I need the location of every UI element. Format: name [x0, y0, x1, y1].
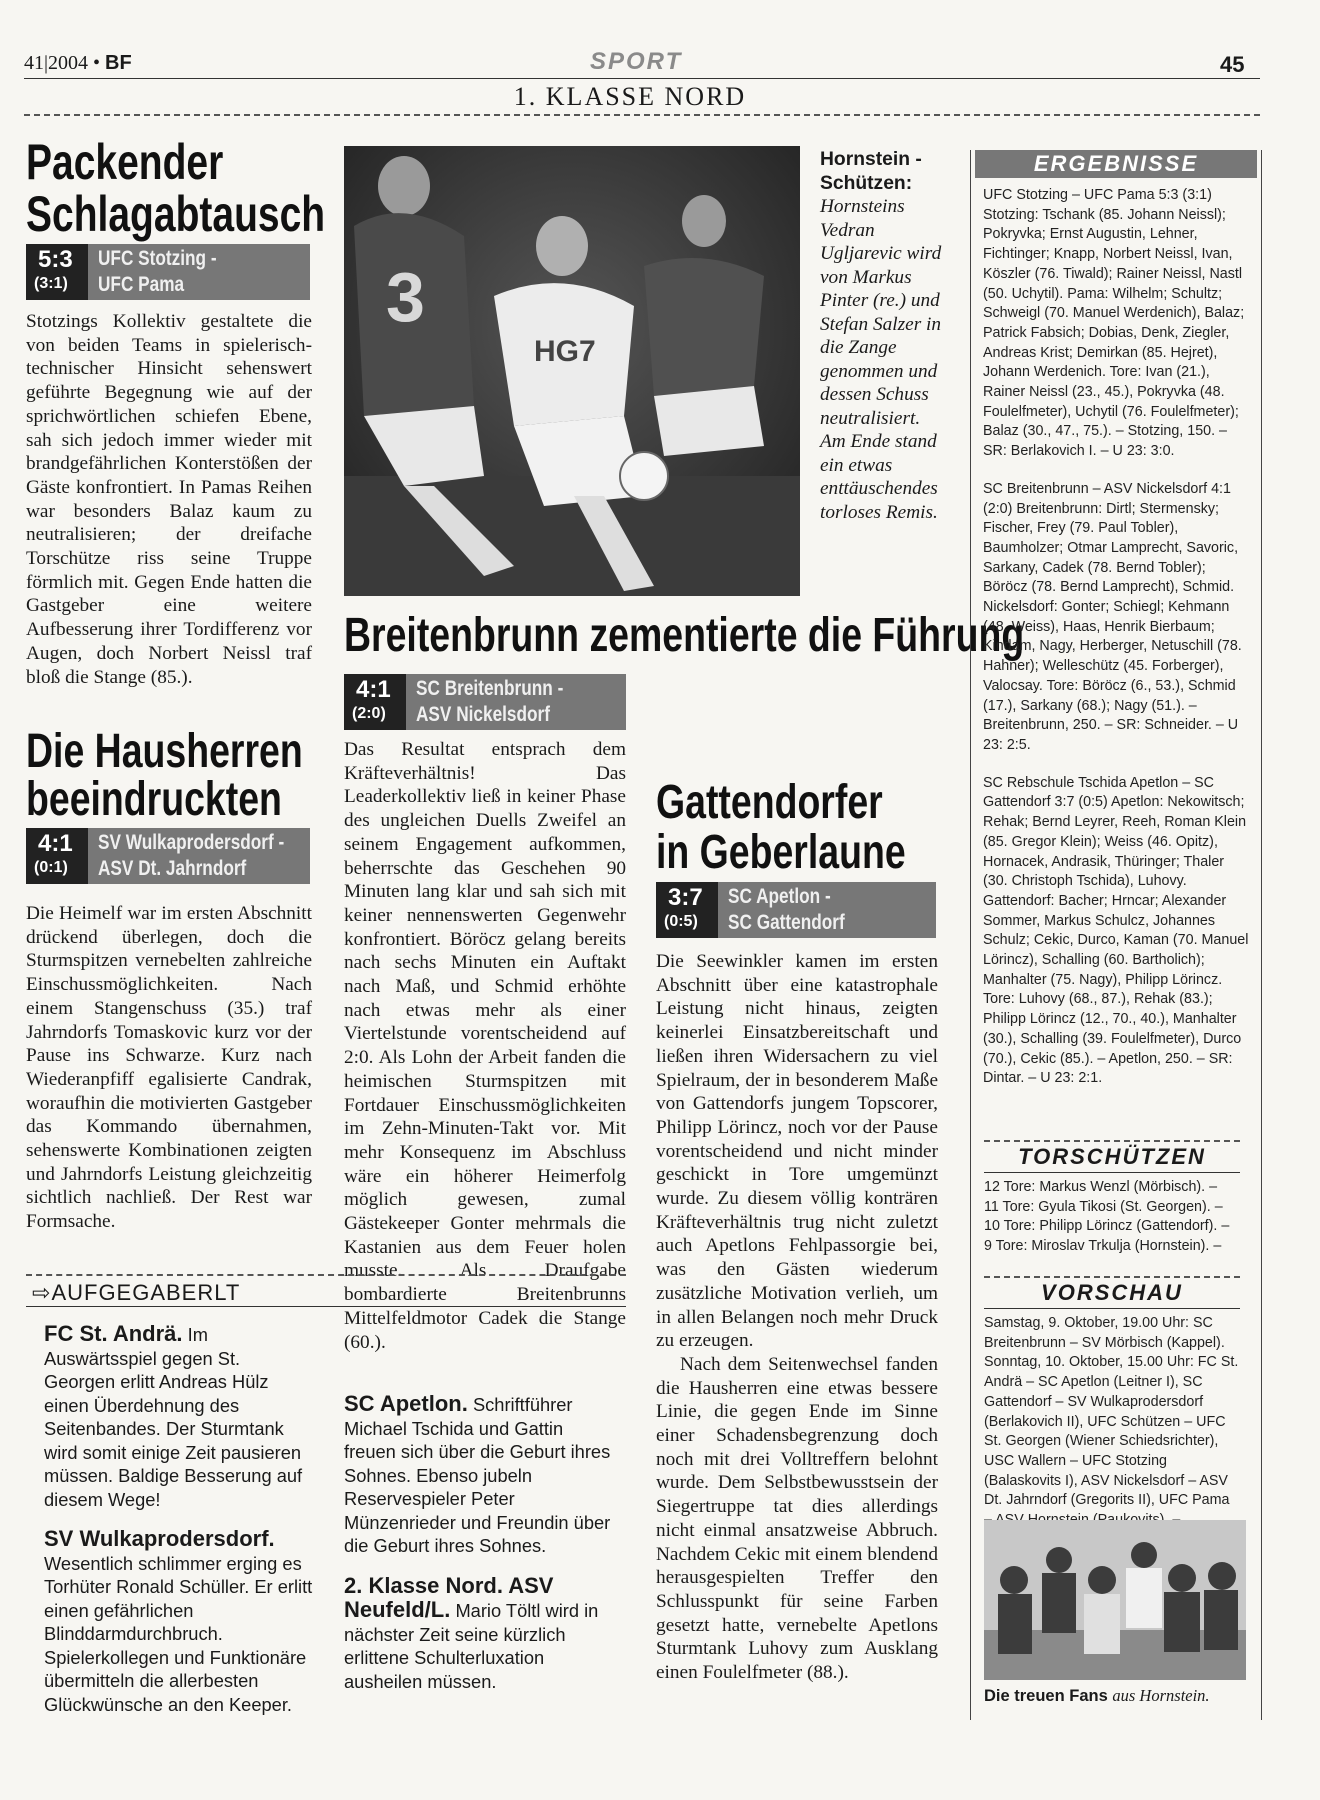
torschuetzen-title: TORSCHÜTZEN	[1018, 1144, 1206, 1169]
vorschau-rule	[984, 1308, 1240, 1309]
svg-text:HG7: HG7	[534, 335, 596, 368]
aufgegaberlt-col1: FC St. Andrä. Im Auswärtsspiel gegen St. Georgen erlitt Andreas Hülz einen Überdehnung des Seitenbandes. Der Sturmtank wird somit einige Zeit pausieren müssen. Baldige Besserung auf diesem Wege! SV Wulkaprodersdorf. Wesentlich schlimmer erging es Torhüter Ronald Schüller. Er erlitt einen gefährlichen Blinddarmdurchbruch. Spielerkollegen und Funktionäre übermitteln die allerbesten Glückwünsche an den Keeper.	[44, 1321, 313, 1715]
results-list	[971, 178, 1261, 1089]
fans-group-image	[984, 1520, 1246, 1680]
result-apetlon-gattendorf: SC Rebschule Tschida Apetlon – SC Gattendorf 3:7 (0:5) Apetlon: Nekowitsch; Rehak; Bernd Leyrer, Reeh, Roman Klein (85. Gregor Klein); Weiss (46. Opitz), Hornacek, Andrasik, Thüringer; Thaler (30. Christoph Tschida), Luhovy. Gattendorf: Bacher; Hrncar; Alexander Sommer, Markus Schulcz, Johannes Schulz; Cekic, Durco, Kaman (70. Manuel Lörincz), Schalling (60. Bartholich); Manhalter (75. Nagy), Philipp Lörincz. Tore: Luhovy (68., 87.), Rehak (83.); Philipp Lörincz (12., 70., 40.), Manhalter (30.), Schalling (39. Foulelfmeter), Durco (70.), Cekic (85.). – Apetlon, 250. – SR: Dintar. – U 23: 2:1.	[983, 774, 1249, 1087]
vorschau-title: VORSCHAU	[1041, 1280, 1183, 1305]
result-breitenbrunn-nickelsdorf: SC Breitenbrunn – ASV Nickelsdorf 4:1 (2:0) Breitenbrunn: Dirtl; Stermensky; Fischer, Frey (79. Paul Tobler), Baumholzer; Otmar Lamprecht, Savoric, Sarkany, Cadek (78. Bernd Tobler); Böröcz (78. Bernd Lamprecht), Schmid. Nickelsdorf: Gonter; Schiegl; Kehmann (48. Weiss), Haas, Henrik Bierbaum; Kindam, Nagy, Herberger, Netuschill (78. Hahner); Welleschütz (45. Forberger), Valocsay. Tore: Böröcz (6., 53.), Schmid (17.), Sarkany (68.); Nagy (51.). – Breitenbrunn, 250. – SR: Schneider. – U 23: 2:5.	[983, 480, 1242, 753]
aufgegaberlt-rule	[26, 1306, 626, 1307]
score-box-apetlon-gattendorf: 3:7 (0:5) SC Apetlon - SC Gattendorf	[656, 882, 936, 938]
section-title: SPORT	[590, 48, 683, 75]
svg-text:3: 3	[386, 258, 425, 336]
score-result: 4:1	[38, 830, 73, 857]
score-box-wulkaprodersdorf-jahrndorf: 4:1 (0:1) SV Wulkaprodersdorf - ASV Dt. Jahrndorf	[26, 828, 310, 884]
aufgegaberlt-title: ⇨AUFGEGABERLT	[32, 1280, 241, 1305]
headline-schlagabtausch: Packender Schlagabtausch	[26, 134, 326, 242]
ergebnisse-title: ERGEBNISSE	[975, 150, 1257, 178]
header-dashed-rule	[24, 114, 1260, 116]
arrow-icon: ⇨	[32, 1280, 52, 1305]
score-box-stotzing-pama: 5:3 (3:1) UFC Stotzing - UFC Pama	[26, 244, 310, 300]
page-number: 45	[1220, 52, 1245, 77]
score-half: (0:1)	[34, 859, 68, 876]
score-box-breitenbrunn-nickelsdorf: 4:1 (2:0) SC Breitenbrunn - ASV Nickelsdorf	[344, 674, 626, 730]
scorers-list: 12 Tore: Markus Wenzl (Mörbisch). – 11 Tore: Gyula Tikosi (St. Georgen). – 10 Tore: Philipp Lörincz (Gattendorf). – 9 Tore: Miroslav Trkulja (Hornstein). –	[984, 1179, 1230, 1255]
photo-caption	[820, 148, 950, 524]
torschuetzen-top-rule	[984, 1140, 1240, 1142]
score-half: (0:5)	[664, 913, 698, 930]
score-result: 5:3	[38, 246, 73, 273]
issue-number: 41|2004 •	[24, 52, 101, 74]
headline-breitenbrunn: Breitenbrunn zementierte die Führung	[344, 609, 1025, 662]
score-result: 4:1	[356, 676, 391, 703]
aufgegaberlt-top-rule	[26, 1274, 626, 1276]
article-apetlon-body: Die Seewinkler kamen im ersten Abschnitt über eine katastrophale Leistung nicht hinaus, zeigten keinerlei Einsatzbereitschaft und ließen ihren Widersachern zu viel Spielraum, der in besonderem Maße von Gattendorfs jungem Topscorer, Philipp Lörincz, noch vor der Pause vorentscheidend und nicht minder geschickt in Tore umgemünzt wurde. Zu diesem völlig konträren Kräfteverhältnis trug nicht zuletzt auch Apetlons Fehlpassorgie bei, was den Gästen wiederum zusätzliche Motivation verlieh, um in allen Belangen noch mehr Druck zu erzeugen. Nach dem Seitenwechsel fanden die Hausherren eine etwas bessere Linie, die gegen Ende im Sinne einer Schadensbegrenzung doch noch mit drei Volltreffern belohnt wurde. Dem Selbstbewusstsein der Siegertruppe tat dies allerdings nicht einmal ansatzweise Abbruch. Nachdem Cekic mit einem blendend herausgespielten Treffer den Schlusspunkt für seine Farben gesetzt hatte, vernebelte Apetlons Sturmtank Luhovy zum Ausklang einen Foulelfmeter (88.).	[656, 951, 938, 1684]
caption-title: Hornstein - Schützen:	[820, 149, 922, 194]
fans-photo	[984, 1520, 1246, 1680]
paper-name: BF	[105, 52, 132, 74]
match-photo	[344, 146, 800, 596]
issue-line	[24, 52, 132, 75]
vorschau-top-rule	[984, 1276, 1240, 1278]
caption-text: Hornsteins Vedran Ugljarevic wird von Markus Pinter (re.) und Stefan Salzer in die Zange genommen und dessen Schuss neutralisiert. Am Ende stand ein etwas enttäuschendes torloses Remis.	[820, 196, 942, 523]
result-stotzing-pama: UFC Stotzing – UFC Pama 5:3 (3:1) Stotzing: Tschank (85. Johann Neissl); Pokryvka; Ernst Augustin, Lehner, Fichtinger; Knapp, Norbert Neissl, Ivan, Köszler (76. Tiwald); Rainer Neissl, Nastl (50. Uchytil). Pama: Wilhelm; Schultz; Schweigl (70. Manuel Werdenich), Balaz; Patrick Fabsich; Dobias, Denk, Ziegler, Andreas Krist; Demirkan (85. Hejret), Johann Werdenich. Tore: Ivan (21.), Rainer Neissl (23., 45.), Pokryvka (48. Foulelfmeter), Uchytil (76. Foulelfmeter); Balaz (30., 47., 75.). – Stotzing, 150. – SR: Berlakovich I. – U 23: 3:0.	[983, 187, 1245, 460]
league-title: 1. KLASSE NORD	[513, 82, 747, 111]
article-stotzing-body: Stotzings Kollektiv gestaltete die von beiden Teams in spielerisch-technischer Hinsicht sehenswert geführte Begegnung wie auf der sprichwörtlichen schiefen Ebene, sah sich jedoch immer wieder mit brandgefährlichen Konterstößen der Gäste konfrontiert. In Pamas Reihen war besonders Balaz kaum zu neutralisieren; der dreifache Torschütze riss seine Truppe förmlich mit. Gegen Ende hatten die Gastgeber eine weitere Aufbesserung ihrer Tordifferenz vor Augen, doch Norbert Neissl traf bloß die Stange (85.).	[26, 311, 312, 688]
torschuetzen-rule	[984, 1172, 1240, 1173]
headline-gattendorfer: Gattendorfer in Geberlaune	[656, 776, 906, 879]
aufgegaberlt-col2: SC Apetlon. Schriftführer Michael Tschida und Gattin freuen sich über die Geburt ihres Sohnes. Ebenso jubeln Reservespieler Peter Münzenrieder und Freundin über die Geburt ihres Sohnes. 2. Klasse Nord. ASV Neufeld/L. Mario Töltl wird in nächster Zeit seine kürzlich erlittene Schulterluxation ausheilen müssen.	[344, 1391, 611, 1692]
header-rule	[24, 78, 1260, 79]
fans-caption: Die treuen Fans aus Hornstein.	[984, 1686, 1210, 1705]
score-result: 3:7	[668, 884, 703, 911]
score-half: (3:1)	[34, 275, 68, 292]
article-wulkaprodersdorf-body: Die Heimelf war im ersten Abschnitt drückend überlegen, doch die Sturmspitzen vernebelten zahlreiche Einschussmöglichkeiten. Nach einem Stangenschuss (35.) traf Jahrndorfs Tomaskovic kurz vor der Pause ins Schwarze. Kurz nach Wiederanpfiff egalisierte Candrak, woraufhin die motivierten Gastgeber das Kommando übernahmen, sehenswerte Kombinationen zeigten und Jahrndorfs Leistung gleichzeitig sichtlich nachließ. Der Rest war Formsache.	[26, 903, 312, 1233]
headline-hausherren: Die Hausherren beeindruckten	[26, 725, 303, 826]
preview-list: Samstag, 9. Oktober, 19.00 Uhr: SC Breitenbrunn – SV Mörbisch (Kappel). Sonntag, 10. Oktober, 15.00 Uhr: FC St. Andrä – SC Apetlon (Leitner I), SC Gattendorf – SV Wulkaprodersdorf (Berlakovich II), UFC Schützen – UFC St. Georgen (Wiener Schiedsrichter), USC Wallern – UFC Stotzing (Balaskovits I), ASV Nickelsdorf – ASV Dt. Jahrndorf (Gregorits II), UFC Pama	[984, 1315, 1239, 1509]
article-breitenbrunn-body: Das Resultat entsprach dem Kräfteverhältnis! Das Leaderkollektiv ließ in keiner Phase des ungleichen Duells Zweifel an seinem Engagement aufkommen, beherrschte das Geschehen 90 Minuten lang klar und sah sich mit keiner nennenswerten Gegenwehr konfrontiert. Böröcz gelang bereits nach sechs Minuten ein Auftakt nach Maß, und Schmid erhöhte nach etwas mehr als einer Viertelstunde vorentscheidend auf 2:0. Als Lohn der Arbeit fanden die heimischen Sturmspitzen mit Fortdauer Einschussmöglichkeiten im Zehn-Minuten-Takt vor. Mit mehr Konsequenz im Abschluss wäre ein höherer Heimerfolg möglich gewesen, zumal Gästekeeper Gonter mehrmals die Kastanien aus dem Feuer holen musste. Als Draufgabe bombardierte Breitenbrunns Mittelfeldmotor Cadek die Stange (60.).	[344, 739, 626, 1353]
score-half: (2:0)	[352, 705, 386, 722]
football-players-image	[344, 146, 800, 596]
